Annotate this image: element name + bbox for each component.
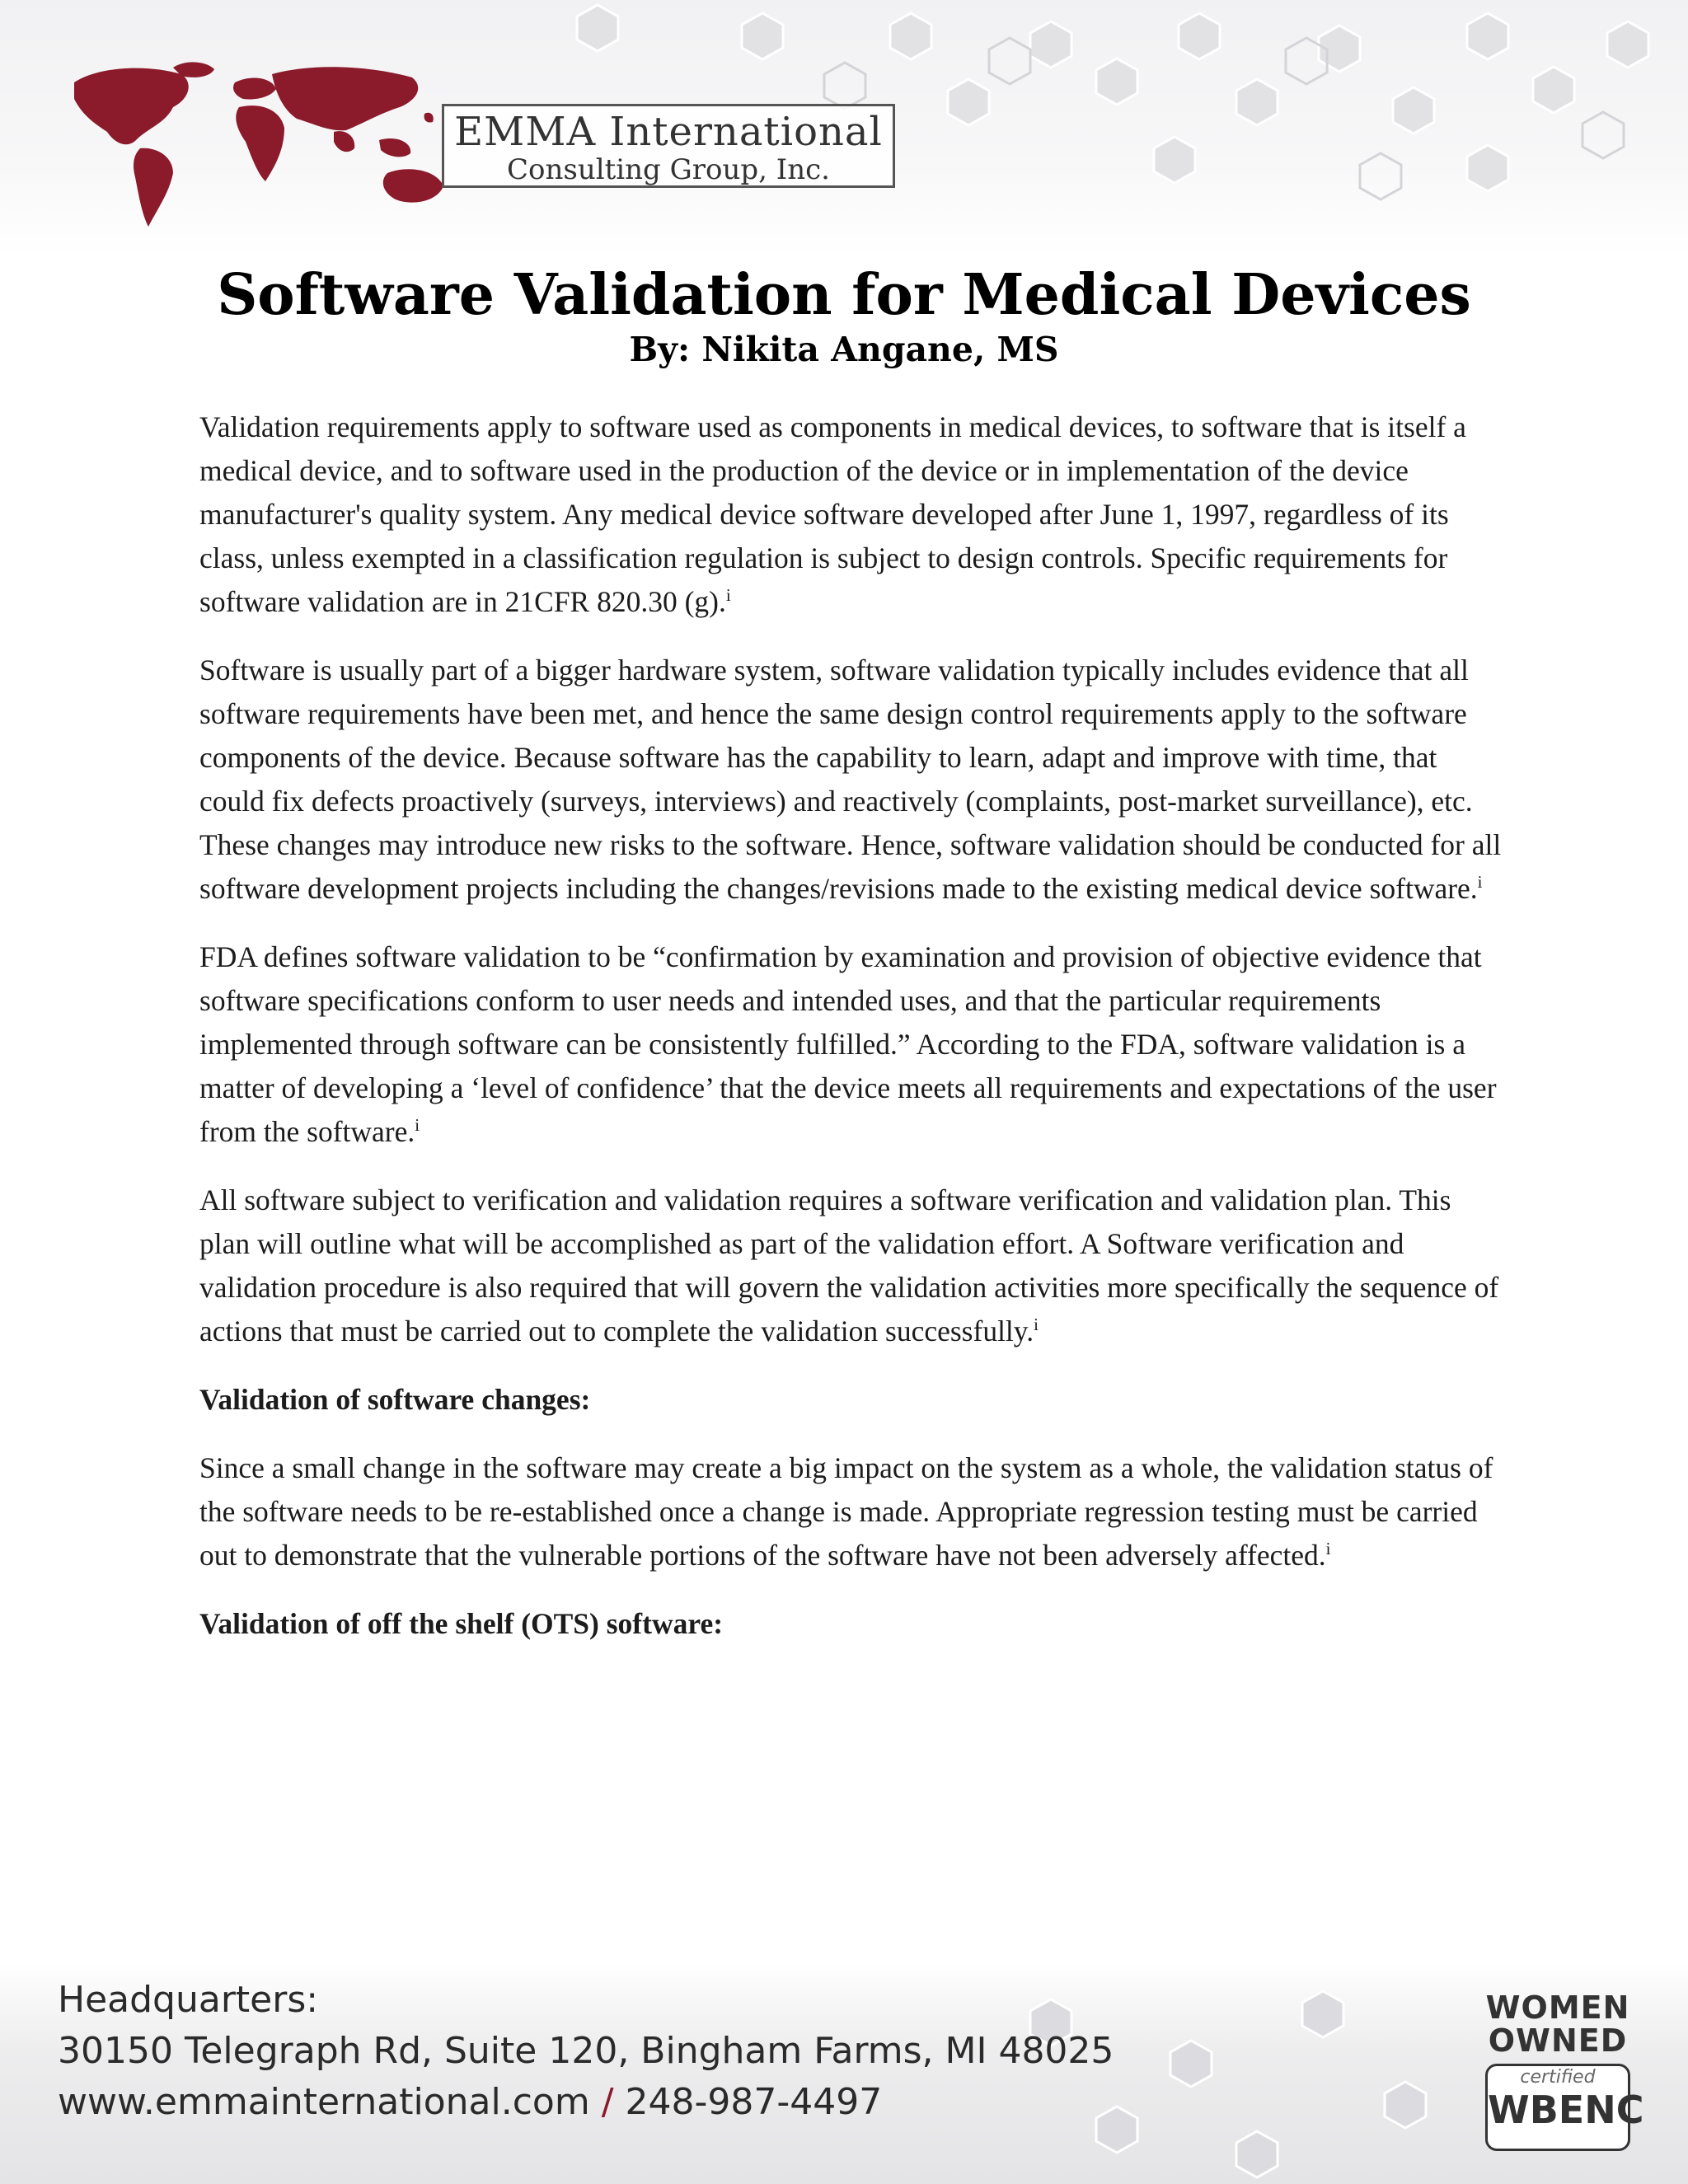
paragraph-text: All software subject to verification and validation requires a software verification and validation plan. This plan will outline what will be accomplished as part of the validation effort. A Software verification and validation procedure is also required that will govern the validation activities more specifically the sequence of actions that must be carried out to complete the validation successfully. — [199, 1183, 1499, 1347]
section-heading-software-changes: Validation of software changes: — [199, 1383, 591, 1416]
paragraph — [199, 405, 1502, 624]
paragraph-text: FDA defines software validation to be “confirmation by examination and provision of objective evidence that software specifications conform to user needs and intended uses, and that the particular requirements implemented through software can be consistently fulfilled.” According to the FDA, software validation is a matter of developing a ‘level of confidence’ that the device meets all requirements and expectations of the user from the software. — [199, 940, 1497, 1148]
footer-contact — [58, 1975, 1114, 2128]
footnote-marker: i — [415, 1115, 420, 1136]
headquarters-address: 30150 Telegraph Rd, Suite 120, Bingham Farms, MI 48025 — [58, 2030, 1114, 2072]
paragraph — [199, 1179, 1502, 1353]
company-subtitle: Consulting Group, Inc. — [507, 153, 830, 186]
document-body — [199, 405, 1502, 1671]
paragraph — [199, 649, 1502, 911]
wbenc-certification-badge — [1475, 1990, 1644, 2164]
company-logo-box — [442, 104, 895, 188]
paragraph — [199, 935, 1502, 1154]
headquarters-label: Headquarters: — [58, 1979, 319, 2021]
badge-wbenc-text: WBENC — [1488, 2088, 1644, 2132]
footnote-marker: i — [1034, 1315, 1039, 1335]
paragraph-text: Software is usually part of a bigger hardware system, software validation typically includes evidence that all software requirements have been met, and hence the same design control requirements apply to the software components of the device. Because software has the capability to learn, adapt and improve with time, that could fix defects proactively (surveys, interviews) and reactively (complaints, post-market surveillance), etc. These changes may introduce new risks to the software. Hence, software validation should be conducted for all software development projects including the changes/revisions made to the existing medical device software. — [199, 654, 1502, 905]
divider-slash: / — [601, 2081, 614, 2123]
badge-certified-text: certified — [1520, 2067, 1596, 2088]
phone-number: 248-987-4497 — [625, 2081, 883, 2123]
wbenc-badge-box — [1485, 2064, 1644, 2151]
website-link[interactable]: www.emmainternational.com — [58, 2081, 590, 2123]
contact-line — [58, 2077, 1114, 2128]
paragraph-text: Since a small change in the software may create a big impact on the system as a whole, the validation status of the software needs to be re-established once a change is made. Appropriate regression testing must be carried out to demonstrate that the vulnerable portions of the software have not been adversely affected. — [199, 1451, 1493, 1572]
badge-women-text: WOMEN — [1485, 1990, 1630, 2026]
document-author: By: Nikita Angane, MS — [629, 330, 1059, 369]
footnote-marker: i — [725, 585, 731, 606]
paragraph-text: Validation requirements apply to software used as components in medical devices, to software that is itself a medical device, and to software used in the production of the device or in implementation of the device manufacturer's quality system. Any medical device software developed after June 1, 1997, regardless of its class, unless exempted in a classification regulation is subject to design controls. Specific requirements for software validation are in 21CFR 820.30 (g). — [199, 410, 1466, 618]
world-map-logo — [49, 49, 462, 239]
footnote-marker: i — [1477, 872, 1483, 893]
paragraph — [199, 1446, 1502, 1577]
badge-owned-text: OWNED — [1488, 2022, 1628, 2059]
company-name: EMMA International — [454, 109, 883, 155]
footnote-marker: i — [1325, 1539, 1331, 1559]
section-heading-ots-software: Validation of off the shelf (OTS) software: — [199, 1607, 724, 1640]
header-band — [0, 0, 1688, 255]
document-title: Software Validation for Medical Devices — [217, 262, 1471, 328]
